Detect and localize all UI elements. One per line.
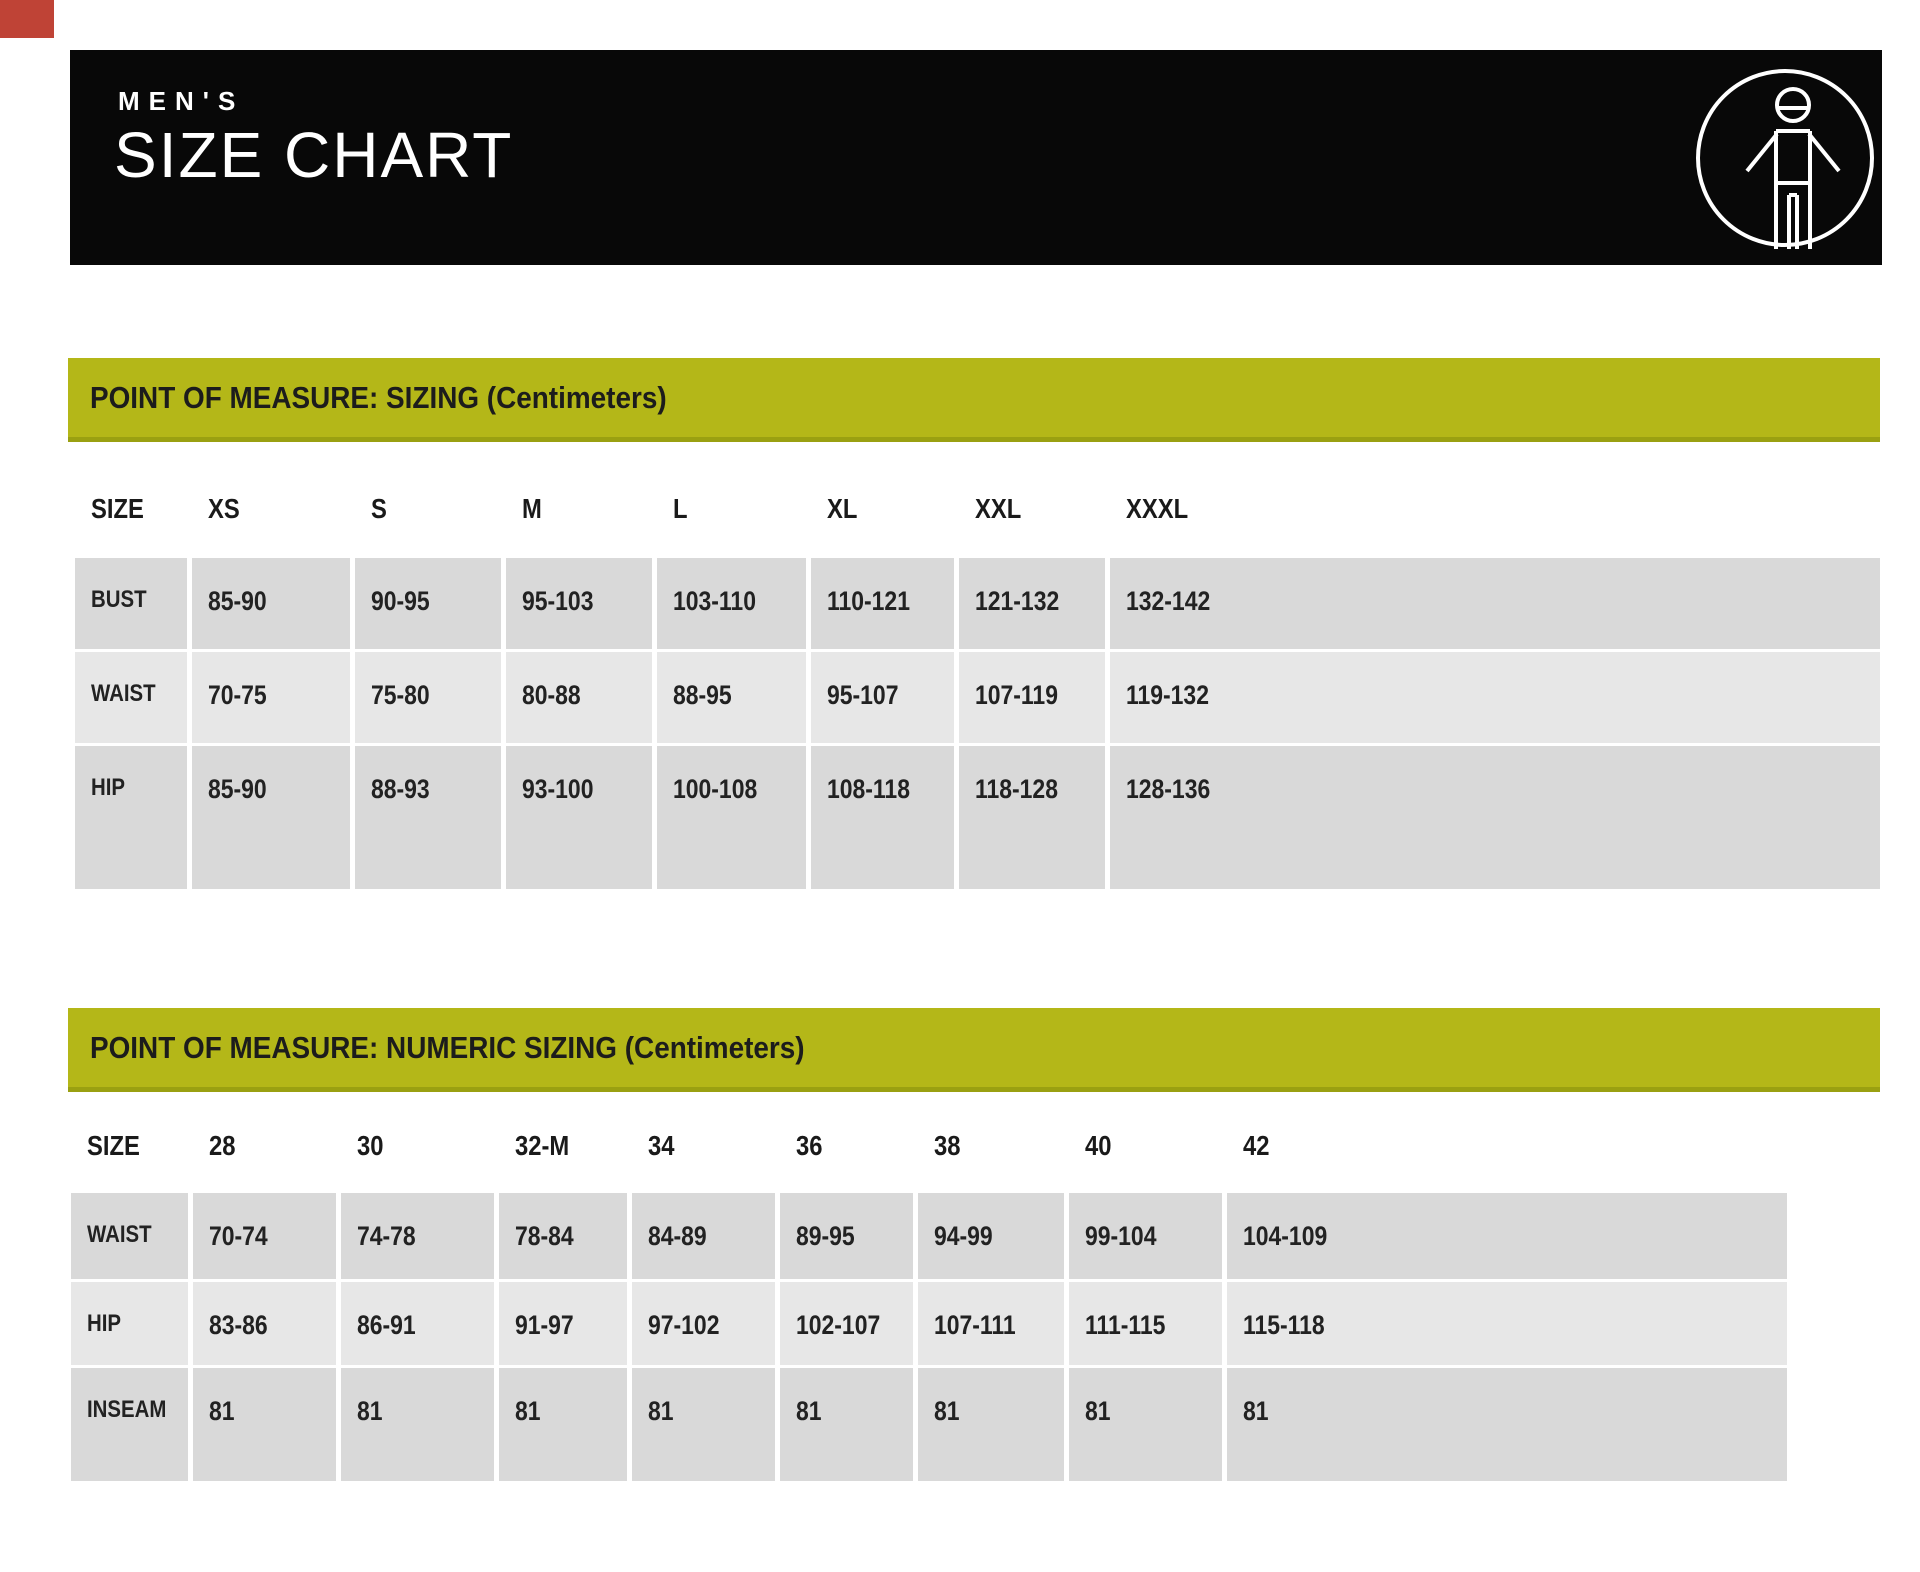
- title-bar: [70, 50, 1882, 265]
- table-row-waist: [75, 652, 1880, 743]
- header-cell: 42: [1243, 1130, 1270, 1161]
- row-label-cell: WAIST: [75, 652, 187, 743]
- value-cell: 70-75: [192, 652, 350, 743]
- value-cell: 81: [918, 1368, 1064, 1481]
- value-cell: 81: [193, 1368, 336, 1481]
- header-cell: 40: [1085, 1130, 1112, 1161]
- table-row-hip: [75, 746, 1880, 889]
- value-cell: 103-110: [657, 558, 806, 649]
- value-cell: 70-74: [193, 1193, 336, 1279]
- header-cell: 34: [648, 1130, 675, 1161]
- header-cell: 38: [934, 1130, 961, 1161]
- value-cell: 90-95: [355, 558, 501, 649]
- row-label-cell: INSEAM: [71, 1368, 188, 1481]
- value-cell: 93-100: [506, 746, 652, 889]
- header-cell: XXXL: [1126, 492, 1189, 524]
- row-label-cell: HIP: [75, 746, 187, 889]
- value-cell: 81: [1069, 1368, 1222, 1481]
- numeric-header-row: [71, 1102, 1787, 1190]
- header-cell-size: SIZE: [91, 492, 144, 524]
- header-cell-size: SIZE: [87, 1130, 140, 1161]
- value-cell: 99-104: [1069, 1193, 1222, 1279]
- value-cell: 81: [341, 1368, 494, 1481]
- value-cell: 81: [632, 1368, 775, 1481]
- value-cell: 121-132: [959, 558, 1105, 649]
- table-row-inseam: [71, 1368, 1787, 1481]
- tailor-figure-icon: [1690, 63, 1880, 253]
- header-cell: M: [522, 492, 542, 524]
- value-cell: 88-95: [657, 652, 806, 743]
- row-label-cell: BUST: [75, 558, 187, 649]
- header-cell: 36: [796, 1130, 823, 1161]
- alpha-size-table: [75, 462, 1880, 889]
- value-cell: 85-90: [192, 746, 350, 889]
- value-cell: 89-95: [780, 1193, 913, 1279]
- corner-marker: [0, 0, 54, 38]
- header-cell: XS: [208, 492, 240, 524]
- value-cell: 128-136: [1110, 746, 1880, 889]
- row-label-cell: WAIST: [71, 1193, 188, 1279]
- value-cell: 83-86: [193, 1282, 336, 1365]
- value-cell: 91-97: [499, 1282, 627, 1365]
- value-cell: 75-80: [355, 652, 501, 743]
- sizing-banner: [68, 358, 1880, 442]
- value-cell: 107-119: [959, 652, 1105, 743]
- table-row-bust: [75, 558, 1880, 649]
- value-cell: 78-84: [499, 1193, 627, 1279]
- numeric-sizing-banner: [68, 1008, 1880, 1092]
- value-cell: 81: [1227, 1368, 1787, 1481]
- value-cell: 94-99: [918, 1193, 1064, 1279]
- value-cell: 97-102: [632, 1282, 775, 1365]
- page-title: SIZE CHART: [114, 119, 514, 191]
- table-row-waist-numeric: [71, 1193, 1787, 1279]
- alpha-header-row: [75, 462, 1880, 555]
- value-cell: 95-103: [506, 558, 652, 649]
- value-cell: 86-91: [341, 1282, 494, 1365]
- table-row-hip-numeric: [71, 1282, 1787, 1365]
- value-cell: 81: [780, 1368, 913, 1481]
- value-cell: 119-132: [1110, 652, 1880, 743]
- value-cell: 110-121: [811, 558, 954, 649]
- header-cell: L: [673, 492, 688, 524]
- value-cell: 118-128: [959, 746, 1105, 889]
- header-cell: 30: [357, 1130, 384, 1161]
- value-cell: 107-111: [918, 1282, 1064, 1365]
- value-cell: 115-118: [1227, 1282, 1787, 1365]
- value-cell: 84-89: [632, 1193, 775, 1279]
- sizing-banner-label: POINT OF MEASURE: SIZING (Centimeters): [90, 379, 667, 415]
- header-cell: 28: [209, 1130, 236, 1161]
- value-cell: 80-88: [506, 652, 652, 743]
- row-label-cell: HIP: [71, 1282, 188, 1365]
- header-cell: XXL: [975, 492, 1022, 524]
- value-cell: 108-118: [811, 746, 954, 889]
- eyebrow-text: MEN'S: [118, 86, 245, 116]
- numeric-size-table: [71, 1102, 1787, 1481]
- header-cell: S: [371, 492, 387, 524]
- value-cell: 132-142: [1110, 558, 1880, 649]
- value-cell: 74-78: [341, 1193, 494, 1279]
- value-cell: 100-108: [657, 746, 806, 889]
- value-cell: 85-90: [192, 558, 350, 649]
- header-cell: XL: [827, 492, 858, 524]
- value-cell: 81: [499, 1368, 627, 1481]
- header-cell: 32-M: [515, 1130, 570, 1161]
- value-cell: 95-107: [811, 652, 954, 743]
- value-cell: 104-109: [1227, 1193, 1787, 1279]
- value-cell: 88-93: [355, 746, 501, 889]
- value-cell: 102-107: [780, 1282, 913, 1365]
- numeric-sizing-banner-label: POINT OF MEASURE: NUMERIC SIZING (Centimeters): [90, 1029, 805, 1065]
- value-cell: 111-115: [1069, 1282, 1222, 1365]
